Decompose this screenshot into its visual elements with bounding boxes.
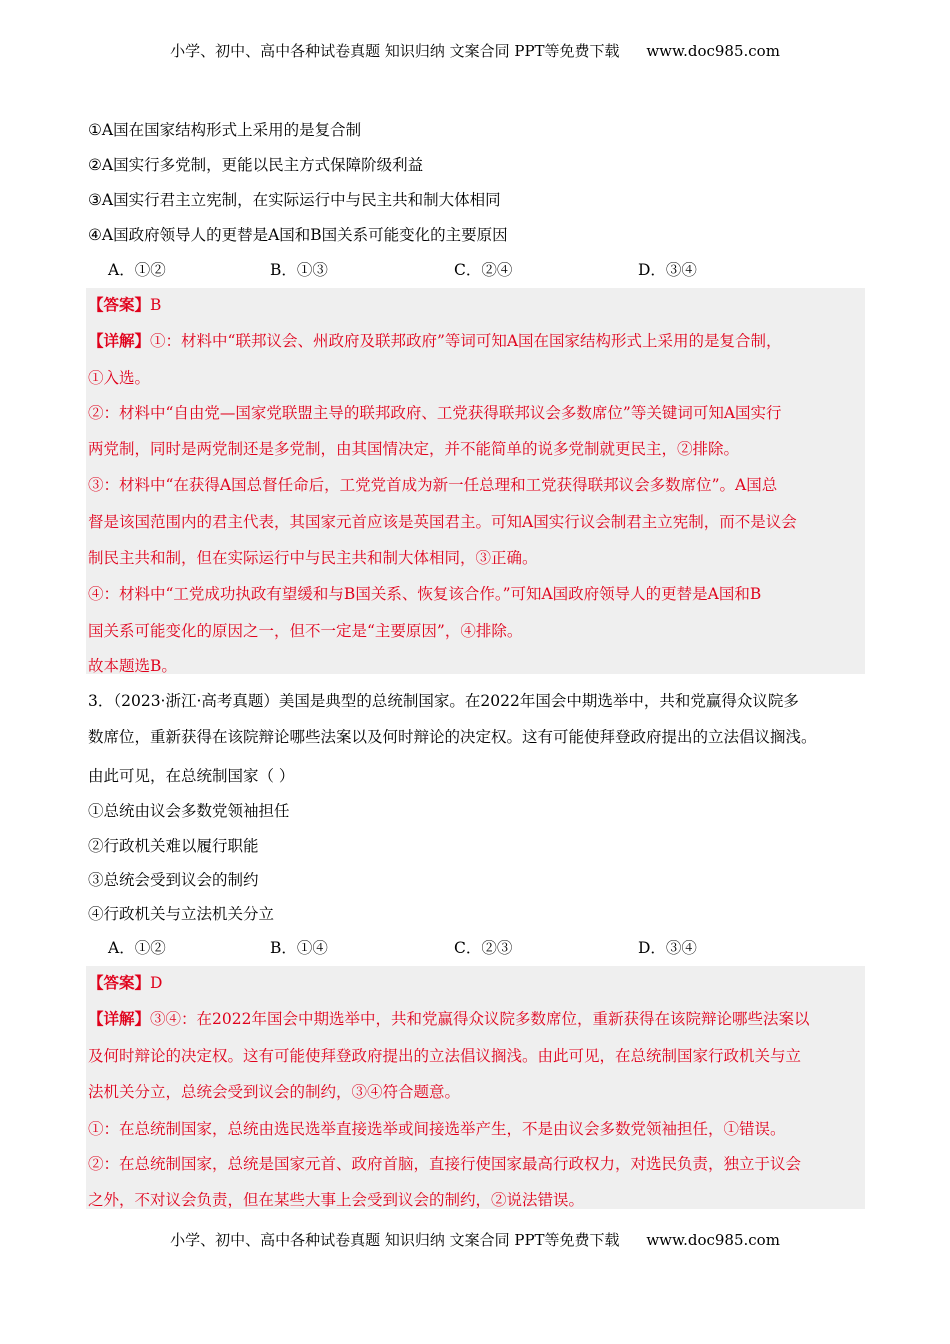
q3-stem-line-1: 3．（2023·浙江·高考真题）美国是典型的总统制国家。在2022年国会中期选举中，共和党赢得众议院多 [88,692,799,710]
q2-options [108,258,808,282]
q2-detail-line-3: ②：材料中“自由党—国家党联盟主导的联邦政府、工党获得联邦议会多数席位”等关键词可知A国实行 [88,404,782,422]
q3-detail-line-3: 法机关分立，总统会受到议会的制约，③④符合题意。 [88,1083,461,1101]
footer-site[interactable]: www.doc985.com [646,1231,780,1249]
q2-statement-4: ④A国政府领导人的更替是A国和B国关系可能变化的主要原因 [88,226,508,244]
q2-detail-line-4: 两党制，同时是两党制还是多党制，由其国情决定，并不能简单的说多党制就更民主，②排除。 [88,440,740,458]
q2-detail-line-8: ④：材料中“工党成功执政有望缓和与B国关系、恢复该合作。”可知A国政府领导人的更替是A国和B [88,585,762,603]
q2-detail-tag: 【详解】 [88,331,151,350]
q3-detail-text-1: ③④：在2022年国会中期选举中，共和党赢得众议院多数席位，重新获得在该院辩论哪些法案以 [150,1010,810,1028]
q2-answer-tag: 【答案】 [88,295,151,314]
q2-detail-line-6: 督是该国范围内的君主代表，其国家元首应该是英国君主。可知A国实行议会制君主立宪制，而不是议会 [88,513,797,531]
q2-statement-3: ③A国实行君主立宪制，在实际运行中与民主共和制大体相同 [88,191,501,209]
q3-answer-line [88,971,162,993]
page-footer [0,1229,950,1250]
q3-detail-line-1 [88,1007,809,1029]
q3-statement-4: ④行政机关与立法机关分立 [88,905,275,923]
q3-detail-line-2: 及何时辩论的决定权。这有可能使拜登政府提出的立法倡议搁浅。由此可见，在总统制国家行政机关与立 [88,1047,802,1065]
q3-statement-3: ③总统会受到议会的制约 [88,871,259,889]
q2-detail-text-1: ①：材料中“联邦议会、州政府及联邦政府”等词可知A国在国家结构形式上采用的是复合制， [150,332,782,350]
q3-detail-line-4: ①：在总统制国家，总统由选民选举直接选举或间接选举产生，不是由议会多数党领袖担任，①错误。 [88,1120,786,1138]
q2-answer-line [88,293,161,315]
q3-option-c: C．②③ [454,939,513,957]
q2-detail-line-1 [88,329,782,351]
q3-answer-value: D [150,974,163,992]
q3-detail-line-5: ②：在总统制国家，总统是国家元首、政府首脑，直接行使国家最高行政权力，对选民负责，独立于议会 [88,1155,802,1173]
q2-statement-2: ②A国实行多党制，更能以民主方式保障阶级利益 [88,156,424,174]
q3-option-a: A．①② [108,939,166,957]
q2-option-b: B．①③ [270,261,328,279]
q2-detail-line-2: ①入选。 [88,369,151,387]
q2-detail-line-5: ③：材料中“在获得A国总督任命后，工党党首成为新一任总理和工党获得联邦议会多数席位”。A国总 [88,476,778,494]
q3-statement-2: ②行政机关难以履行职能 [88,837,259,855]
q2-detail-line-7: 制民主共和制，但在实际运行中与民主共和制大体相同，③正确。 [88,549,538,567]
q2-detail-line-10: 故本题选B。 [88,657,177,675]
q2-option-c: C．②④ [454,261,513,279]
q2-option-a: A．①② [108,261,166,279]
q3-option-b: B．①④ [270,939,328,957]
q3-options [108,936,808,960]
q3-detail-tag: 【详解】 [88,1009,151,1028]
q2-detail-line-9: 国关系可能变化的原因之一，但不一定是“主要原因”，④排除。 [88,622,523,640]
q3-option-d: D．③④ [638,939,697,957]
q3-answer-tag: 【答案】 [88,973,151,992]
q3-statement-1: ①总统由议会多数党领袖担任 [88,802,290,820]
q3-stem-line-3: 由此可见，在总统制国家（ ） [88,767,295,785]
header-site[interactable]: www.doc985.com [646,42,780,60]
q3-stem-line-2: 数席位，重新获得在该院辩论哪些法案以及何时辩论的决定权。这有可能使拜登政府提出的立法倡议搁浅。 [88,728,817,746]
page-header [0,40,950,61]
q2-option-d: D．③④ [638,261,697,279]
footer-text: 小学、初中、高中各种试卷真题 知识归纳 文案合同 PPT等免费下载 [170,1231,620,1249]
header-text: 小学、初中、高中各种试卷真题 知识归纳 文案合同 PPT等免费下载 [170,42,620,60]
q2-answer-value: B [150,296,162,314]
q3-detail-line-6: 之外，不对议会负责，但在某些大事上会受到议会的制约，②说法错误。 [88,1191,585,1209]
q2-statement-1: ①A国在国家结构形式上采用的是复合制 [88,121,362,139]
